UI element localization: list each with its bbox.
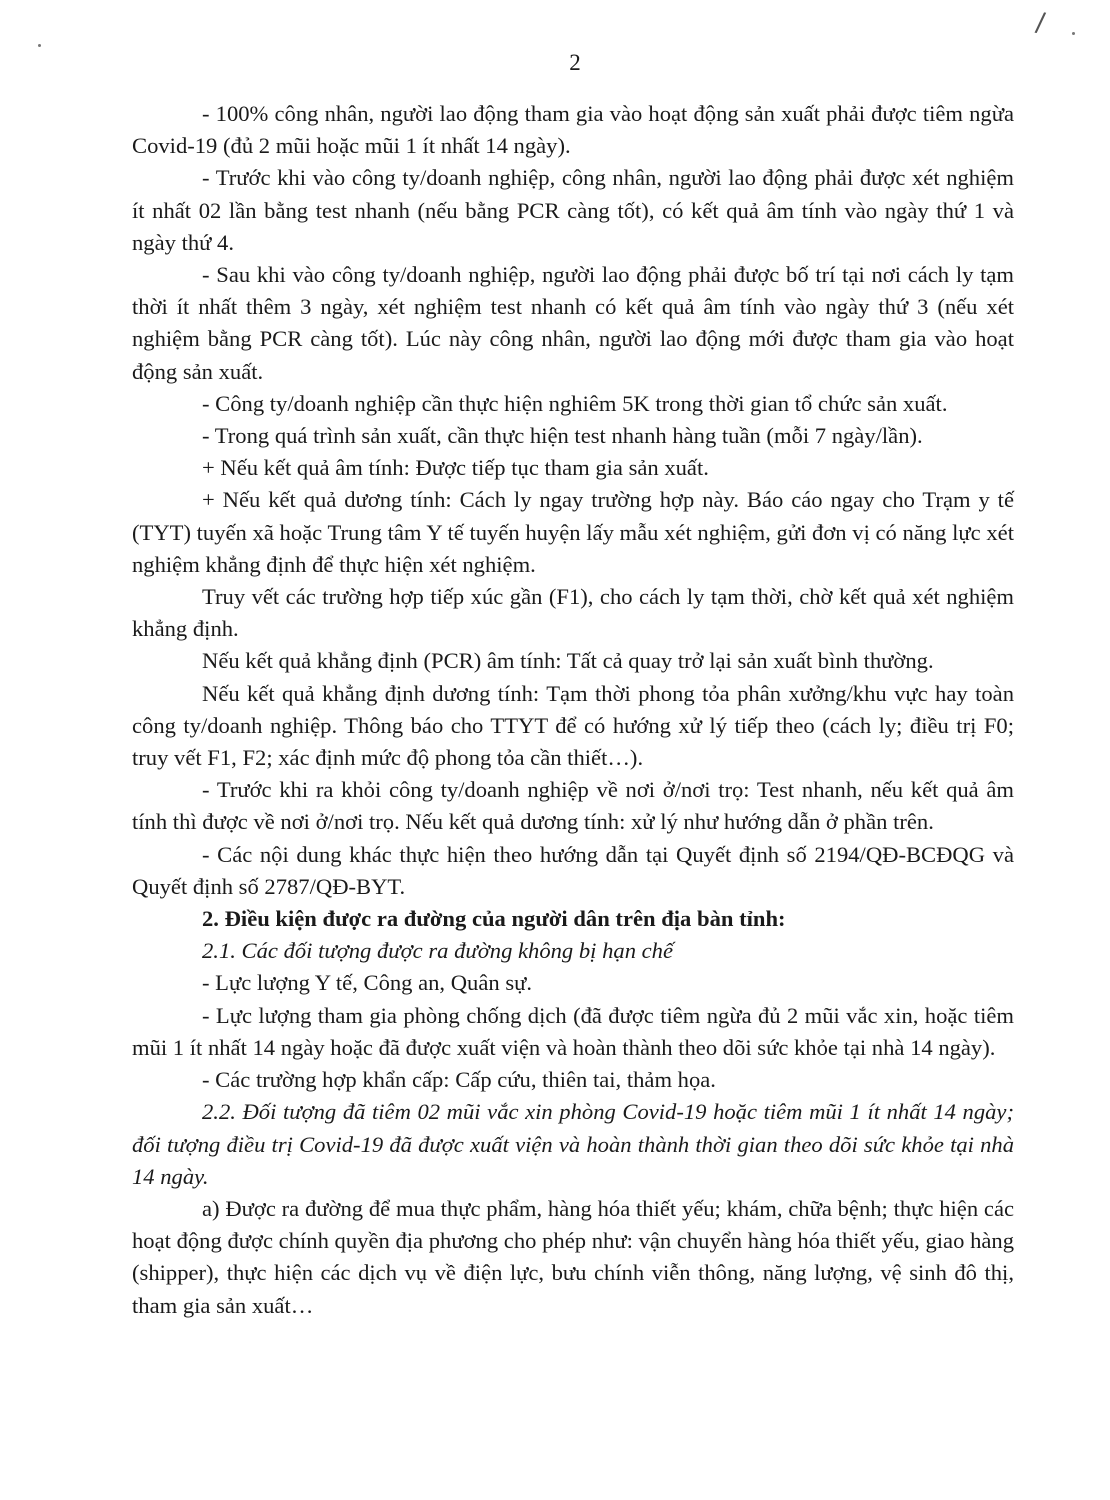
paragraph: - 100% công nhân, người lao động tham gia vào hoạt động sản xuất phải được tiêm ngừa Covid-19 (đủ 2 mũi hoặc mũi 1 ít nhất 14 ngày). (132, 101, 1014, 159)
paragraph: - Các nội dung khác thực hiện theo hướng dẫn tại Quyết định số 2194/QĐ-BCĐQG và Quyết định số 2787/QĐ-BYT. (132, 841, 1014, 899)
list-item: - Lực lượng tham gia phòng chống dịch (đã được tiêm ngừa đủ 2 mũi vắc xin, hoặc tiêm mũi 1 ít nhất 14 ngày hoặc đã được xuất viện và hoàn thành theo dõi sức khỏe tại nhà 14 ngày). (132, 1002, 1014, 1060)
paragraph: - Trước khi ra khỏi công ty/doanh nghiệp về nơi ở/nơi trọ: Test nhanh, nếu kết quả âm tính thì được về nơi ở/nơi trọ. Nếu kết quả dương tính: xử lý như hướng dẫn ở phần trên. (132, 777, 1014, 835)
paragraph: - Trước khi vào công ty/doanh nghiệp, công nhân, người lao động phải được xét nghiệm ít nhất 02 lần bằng test nhanh (nếu bằng PCR càng tốt), có kết quả âm tính vào ngày thứ 1 và ngày thứ 4. (132, 165, 1014, 255)
page-number: 2 (569, 50, 581, 75)
paragraph: - Trong quá trình sản xuất, cần thực hiện test nhanh hàng tuần (mỗi 7 ngày/lần). (202, 423, 923, 449)
paragraph: Nếu kết quả khẳng định (PCR) âm tính: Tất cả quay trở lại sản xuất bình thường. (202, 648, 934, 674)
paragraph: + Nếu kết quả dương tính: Cách ly ngay trường hợp này. Báo cáo ngay cho Trạm y tế (TYT) tuyến xã hoặc Trung tâm Y tế tuyến huyện lấy mẫu xét nghiệm, gửi đơn vị có năng lực xét nghiệm khẳng định để thực hiện xét nghiệm. (132, 487, 1014, 577)
list-item: a) Được ra đường để mua thực phẩm, hàng hóa thiết yếu; khám, chữa bệnh; thực hiện các hoạt động được chính quyền địa phương cho phép như: vận chuyển hàng hóa thiết yếu, giao hàng (shipper), thực hiện các dịch vụ về điện lực, bưu chính viễn thông, năng lượng, vệ sinh đô thị, tham gia sản xuất… (132, 1195, 1014, 1318)
paragraph: Nếu kết quả khẳng định dương tính: Tạm thời phong tỏa phân xưởng/khu vực hay toàn công ty/doanh nghiệp. Thông báo cho TTYT để có hướng xử lý tiếp theo (cách ly; điều trị F0; truy vết F1, F2; xác định mức độ phong tỏa cần thiết…). (132, 680, 1014, 771)
paragraph: + Nếu kết quả âm tính: Được tiếp tục tham gia sản xuất. (202, 455, 709, 481)
paragraph: Truy vết các trường hợp tiếp xúc gần (F1), cho cách ly tạm thời, chờ kết quả xét nghiệm khẳng định. (132, 584, 1014, 642)
scan-speck (1072, 32, 1075, 35)
list-item: - Lực lượng Y tế, Công an, Quân sự. (202, 970, 533, 996)
document-body (132, 98, 1014, 1322)
handwritten-mark: / (1033, 7, 1047, 39)
scan-speck (38, 44, 41, 47)
subsection-2-1-heading: 2.1. Các đối tượng được ra đường không bị hạn chế (202, 938, 673, 964)
paragraph: - Công ty/doanh nghiệp cần thực hiện nghiêm 5K trong thời gian tổ chức sản xuất. (202, 390, 948, 416)
subsection-2-2-heading: 2.2. Đối tượng đã tiêm 02 mũi vắc xin phòng Covid-19 hoặc tiêm mũi 1 ít nhất 14 ngày; đối tượng điều trị Covid-19 đã được xuất viện và hoàn thành thời gian theo dõi sức khỏe tại nhà 14 ngày. (132, 1099, 1014, 1189)
paragraph: - Sau khi vào công ty/doanh nghiệp, người lao động phải được bố trí tại nơi cách ly tạm thời ít nhất thêm 3 ngày, xét nghiệm test nhanh có kết quả âm tính vào ngày thứ 3 (nếu xét nghiệm bằng PCR càng tốt). Lúc này công nhân, người lao động mới được tham gia vào hoạt động sản xuất. (132, 262, 1014, 384)
section-2-heading: 2. Điều kiện được ra đường của người dân trên địa bàn tỉnh: (202, 906, 786, 932)
list-item: - Các trường hợp khẩn cấp: Cấp cứu, thiên tai, thảm họa. (202, 1067, 716, 1093)
